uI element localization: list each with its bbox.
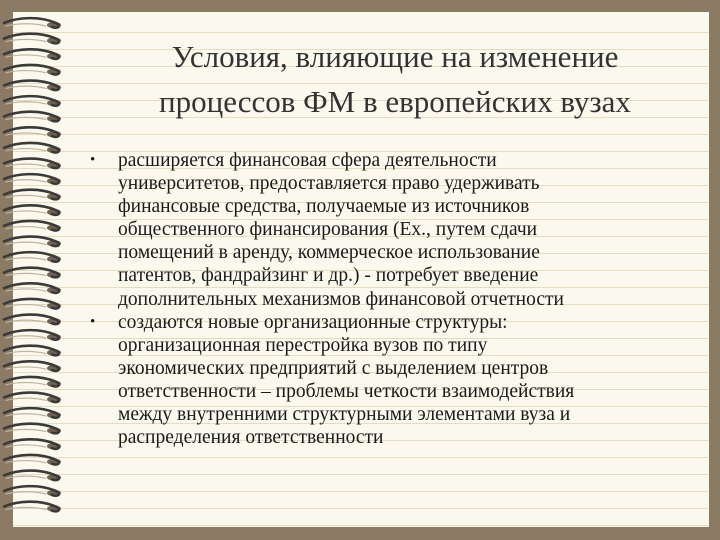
spiral-ring-icon [4,439,61,449]
spiral-ring-icon [4,268,61,278]
spiral-ring-icon [4,221,61,231]
spiral-ring-icon [4,143,61,153]
slide-title [90,34,700,124]
spiral-ring-icon [4,127,61,137]
bullet-1-line: финансовые средства, получаемые из источников [118,196,530,218]
bullet-text [118,149,698,311]
bullet-item-1 [88,149,698,311]
spiral-ring-icon [4,34,61,44]
title-line-2: процессов ФМ в европейских вузах [159,84,631,119]
spiral-ring-icon [4,49,61,59]
spiral-ring-icon [4,424,61,434]
spiral-ring-icon [4,237,61,247]
spiral-ring-icon [4,330,61,340]
bullet-item-2 [88,311,698,450]
spiral-ring-icon [4,502,61,512]
spiral-ring-icon [4,65,61,75]
spiral-ring-icon [4,159,61,169]
bullet-2-line: распределения ответственности [118,427,384,449]
spiral-ring-icon [4,205,61,215]
spiral-ring-icon [4,471,61,481]
bullet-list [88,149,698,449]
spiral-binding-icon [0,12,80,527]
bullet-1-line: общественного финансирования (Ex., путем сдачи [118,219,538,241]
title-line-1: Условия, влияющие на изменение [171,39,619,74]
spiral-ring-icon [4,361,61,371]
bullet-1-line: патентов, фандрайзинг и др.) - потребует введение [118,265,539,287]
bullet-2-line: ответственности – проблемы четкости взаимодействия [118,380,575,402]
spiral-ring-icon [4,174,61,184]
spiral-ring-icon [4,252,61,262]
spiral-ring-icon [4,18,61,28]
bullet-2-line: организационная перестройка вузов по типу [118,334,488,356]
spiral-ring-icon [4,346,61,356]
spiral-ring-icon [4,455,61,465]
spiral-ring-icon [4,96,61,106]
spiral-ring-icon [4,283,61,293]
bullet-2-line: создаются новые организационные структуры: [118,311,508,333]
bullet-1-line: расширяется финансовая сфера деятельности [118,150,497,171]
spiral-ring-icon [4,299,61,309]
bullet-1-line: помещений в аренду, коммерческое использование [118,242,540,264]
bullet-marker: • [90,152,96,168]
spiral-ring-icon [4,190,61,200]
spiral-ring-icon [4,315,61,325]
bullet-text [118,311,698,450]
spiral-ring-icon [4,408,61,418]
bullet-2-line: экономических предприятий с выделением центров [118,357,549,379]
spiral-ring-icon [4,377,61,387]
bullet-marker: • [90,313,96,330]
bullet-1-line: дополнительных механизмов финансовой отчетности [118,288,564,310]
bullet-1-line: университетов, предоставляется право удерживать [118,173,540,195]
bullet-2-line: между внутренними структурными элементами вуза и [118,404,571,426]
spiral-ring-icon [4,81,61,91]
spiral-ring-icon [4,486,61,496]
spiral-ring-icon [4,112,61,122]
spiral-ring-icon [4,393,61,403]
